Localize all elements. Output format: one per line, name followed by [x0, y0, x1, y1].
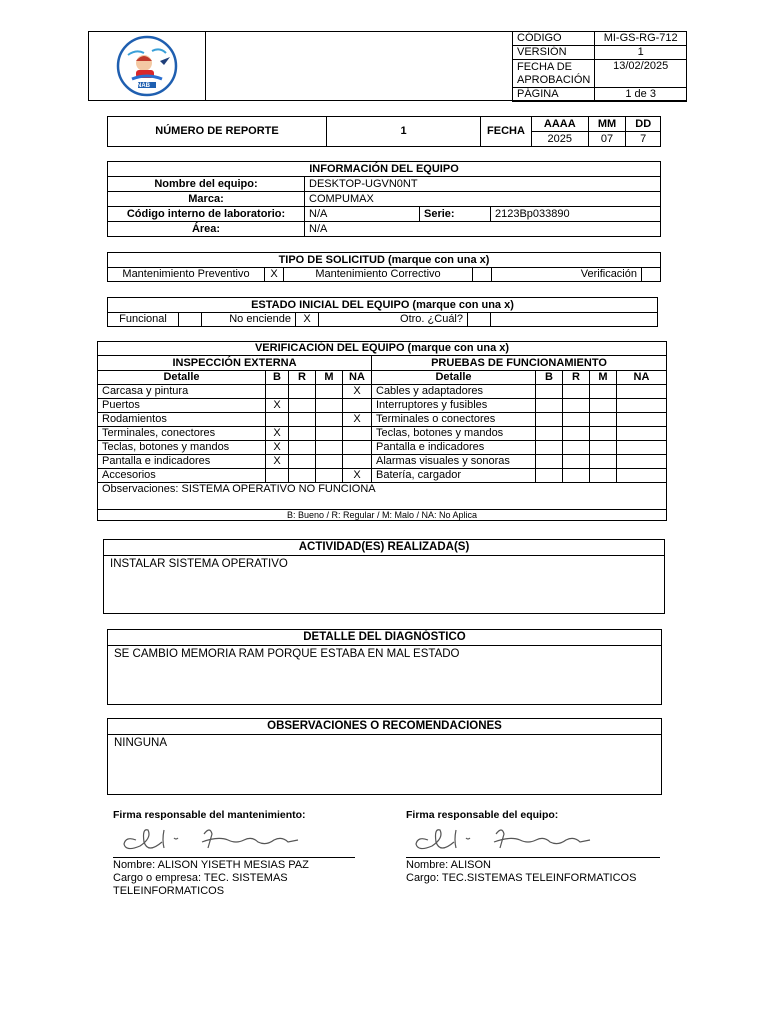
col-m-left: M — [316, 371, 343, 385]
lab-code-value: N/A — [305, 207, 420, 222]
preventive-checkbox[interactable]: X — [265, 268, 284, 282]
other-label: Otro. ¿Cuál? — [319, 313, 468, 327]
col-m-right: M — [590, 371, 617, 385]
version-value: 1 — [595, 46, 687, 60]
equipment-name: Nombre: ALISON — [406, 859, 491, 871]
verification-table — [97, 341, 667, 521]
verification-detail-right: Alarmas visuales y sonoras — [372, 455, 536, 469]
verification-na-left[interactable] — [343, 399, 372, 413]
verification-b-right[interactable] — [536, 469, 563, 483]
verification-m-left[interactable] — [316, 441, 343, 455]
verification-r-left[interactable] — [289, 441, 316, 455]
verification-na-right[interactable] — [617, 427, 667, 441]
verification-detail-left: Rodamientos — [98, 413, 266, 427]
verification-m-right[interactable] — [590, 469, 617, 483]
verification-b-left[interactable]: X — [266, 441, 289, 455]
verification-r-left[interactable] — [289, 385, 316, 399]
verification-r-right[interactable] — [563, 455, 590, 469]
verification-checkbox[interactable] — [642, 268, 661, 282]
code-value: MI-GS-RG-712 — [595, 32, 687, 46]
verification-b-right[interactable] — [536, 427, 563, 441]
diagnosis-section — [107, 629, 662, 705]
verification-na-right[interactable] — [617, 399, 667, 413]
initial-state-table — [107, 297, 658, 327]
verification-detail-left: Carcasa y pintura — [98, 385, 266, 399]
observations: Observaciones: SISTEMA OPERATIVO NO FUNCIONA — [98, 483, 667, 510]
day-label: DD — [626, 117, 661, 132]
page-label: PÁGINA — [513, 88, 595, 102]
approval-label: FECHA DE APROBACIÓN — [513, 60, 595, 88]
verification-r-left[interactable] — [289, 427, 316, 441]
verification-na-left[interactable]: X — [343, 413, 372, 427]
verification-label: Verificación — [492, 268, 642, 282]
verification-b-left[interactable]: X — [266, 399, 289, 413]
functional-checkbox[interactable] — [179, 313, 202, 327]
year-value: 2025 — [532, 132, 589, 147]
col-na-left: NA — [343, 371, 372, 385]
verification-rows — [98, 385, 667, 483]
serial-value: 2123Bp033890 — [491, 207, 661, 222]
maintenance-role: Cargo o empresa: TEC. SISTEMAS TELEINFORMATICOS — [113, 872, 288, 897]
verification-b-right[interactable] — [536, 441, 563, 455]
verification-detail-right: Interruptores y fusibles — [372, 399, 536, 413]
other-checkbox[interactable] — [468, 313, 491, 327]
diagnosis-text[interactable]: SE CAMBIO MEMORIA RAM PORQUE ESTABA EN MAL ESTADO — [114, 648, 460, 660]
verification-r-left[interactable] — [289, 455, 316, 469]
verification-detail-right: Terminales o conectores — [372, 413, 536, 427]
not-on-checkbox[interactable]: X — [296, 313, 319, 327]
col-r-left: R — [289, 371, 316, 385]
external-inspection-title: INSPECCIÓN EXTERNA — [98, 356, 372, 371]
verification-row — [98, 413, 667, 427]
brand-value: COMPUMAX — [305, 192, 661, 207]
report-number-value: 1 — [327, 117, 481, 147]
verification-row — [98, 427, 667, 441]
verification-r-right[interactable] — [563, 399, 590, 413]
verification-b-right[interactable] — [536, 455, 563, 469]
other-value[interactable] — [491, 313, 658, 327]
verification-m-left[interactable] — [316, 427, 343, 441]
maintenance-signature-line — [113, 857, 355, 858]
col-r-right: R — [563, 371, 590, 385]
approval-value: 13/02/2025 — [595, 60, 687, 88]
logo-cell — [89, 32, 206, 100]
activities-title: ACTIVIDAD(ES) REALIZADA(S) — [104, 540, 664, 556]
equipment-signature-line — [406, 857, 660, 858]
document-control-table — [512, 31, 687, 102]
verification-m-left[interactable] — [316, 385, 343, 399]
verification-m-right[interactable] — [590, 455, 617, 469]
verification-detail-right: Pantalla e indicadores — [372, 441, 536, 455]
equipment-title: INFORMACIÓN DEL EQUIPO — [108, 162, 661, 177]
verification-r-left[interactable] — [289, 469, 316, 483]
report-number-label: NÚMERO DE REPORTE — [108, 117, 327, 147]
preventive-label: Mantenimiento Preventivo — [108, 268, 265, 282]
verification-detail-right: Teclas, botones y mandos — [372, 427, 536, 441]
verification-detail-left: Teclas, botones y mandos — [98, 441, 266, 455]
verification-r-right[interactable] — [563, 427, 590, 441]
corrective-checkbox[interactable] — [473, 268, 492, 282]
date-label: FECHA — [481, 117, 532, 147]
maintenance-signature-label: Firma responsable del mantenimiento: — [113, 809, 306, 821]
verification-row — [98, 385, 667, 399]
area-value: N/A — [305, 222, 661, 237]
verification-r-left[interactable] — [289, 399, 316, 413]
verification-detail-left: Puertos — [98, 399, 266, 413]
detail-header-right: Detalle — [372, 371, 536, 385]
verification-b-right[interactable] — [536, 413, 563, 427]
activities-section — [103, 539, 665, 614]
functional-label: Funcional — [108, 313, 179, 327]
equipment-signature-label: Firma responsable del equipo: — [406, 809, 559, 821]
verification-r-right[interactable] — [563, 441, 590, 455]
day-value: 7 — [626, 132, 661, 147]
verification-m-right[interactable] — [590, 441, 617, 455]
report-number-table — [107, 116, 661, 147]
col-b-right: B — [536, 371, 563, 385]
year-label: AAAA — [532, 117, 589, 132]
brand-label: Marca: — [108, 192, 305, 207]
verification-na-left[interactable] — [343, 455, 372, 469]
verification-detail-right: Cables y adaptadores — [372, 385, 536, 399]
verification-na-left[interactable]: X — [343, 385, 372, 399]
recommendations-section — [107, 718, 662, 795]
equipment-name-label: Nombre del equipo: — [108, 177, 305, 192]
verification-na-right[interactable] — [617, 455, 667, 469]
equipment-signature-icon — [410, 820, 600, 856]
col-na-right: NA — [617, 371, 667, 385]
verification-b-left[interactable]: X — [266, 427, 289, 441]
verification-title: VERIFICACIÓN DEL EQUIPO (marque con una x) — [98, 342, 667, 356]
initial-state-title: ESTADO INICIAL DEL EQUIPO (marque con una x) — [108, 298, 658, 313]
verification-detail-left: Pantalla e indicadores — [98, 455, 266, 469]
verification-row — [98, 441, 667, 455]
recommendations-title: OBSERVACIONES O RECOMENDACIONES — [108, 719, 661, 735]
activities-text[interactable]: INSTALAR SISTEMA OPERATIVO — [110, 558, 288, 570]
maintenance-signature-icon — [118, 820, 308, 856]
month-label: MM — [588, 117, 626, 132]
verification-row — [98, 455, 667, 469]
verification-b-left[interactable] — [266, 385, 289, 399]
verification-m-left[interactable] — [316, 399, 343, 413]
verification-r-right[interactable] — [563, 385, 590, 399]
functional-tests-title: PRUEBAS DE FUNCIONAMIENTO — [372, 356, 667, 371]
diagnosis-title: DETALLE DEL DIAGNÓSTICO — [108, 630, 661, 646]
lab-code-label: Código interno de laboratorio: — [108, 207, 305, 222]
equipment-info-table — [107, 161, 661, 237]
maintenance-name: Nombre: ALISON YISETH MESIAS PAZ — [113, 859, 309, 871]
verification-m-right[interactable] — [590, 385, 617, 399]
logo-text: NAB — [137, 83, 150, 89]
serial-label: Serie: — [420, 207, 491, 222]
detail-header-left: Detalle — [98, 371, 266, 385]
verification-m-left[interactable] — [316, 413, 343, 427]
verification-m-left[interactable] — [316, 455, 343, 469]
verification-row — [98, 469, 667, 483]
request-title: TIPO DE SOLICITUD (marque con una x) — [108, 253, 661, 268]
verification-b-right[interactable] — [536, 385, 563, 399]
col-b-left: B — [266, 371, 289, 385]
corrective-label: Mantenimiento Correctivo — [284, 268, 473, 282]
verification-r-left[interactable] — [289, 413, 316, 427]
verification-m-right[interactable] — [590, 413, 617, 427]
verification-b-left[interactable] — [266, 413, 289, 427]
verification-na-right[interactable] — [617, 469, 667, 483]
code-label: CÓDIGO — [513, 32, 595, 46]
verification-detail-right: Batería, cargador — [372, 469, 536, 483]
month-value: 07 — [588, 132, 626, 147]
verification-m-right[interactable] — [590, 399, 617, 413]
verification-detail-left: Accesorios — [98, 469, 266, 483]
not-on-label: No enciende — [202, 313, 296, 327]
verification-r-right[interactable] — [563, 413, 590, 427]
verification-na-left[interactable]: X — [343, 469, 372, 483]
verification-na-right[interactable] — [617, 441, 667, 455]
verification-na-right[interactable] — [617, 413, 667, 427]
legend: B: Bueno / R: Regular / M: Malo / NA: No Aplica — [98, 510, 667, 521]
verification-m-right[interactable] — [590, 427, 617, 441]
verification-b-left[interactable] — [266, 469, 289, 483]
equipment-name-value: DESKTOP-UGVN0NT — [305, 177, 661, 192]
verification-na-right[interactable] — [617, 385, 667, 399]
verification-na-left[interactable] — [343, 441, 372, 455]
verification-row — [98, 399, 667, 413]
verification-b-right[interactable] — [536, 399, 563, 413]
recommendations-text[interactable]: NINGUNA — [114, 737, 168, 749]
verification-detail-left: Terminales, conectores — [98, 427, 266, 441]
verification-b-left[interactable]: X — [266, 455, 289, 469]
area-label: Área: — [108, 222, 305, 237]
request-type-table — [107, 252, 661, 282]
equipment-role: Cargo: TEC.SISTEMAS TELEINFORMATICOS — [406, 872, 637, 884]
version-label: VERSIÓN — [513, 46, 595, 60]
verification-na-left[interactable] — [343, 427, 372, 441]
page-value: 1 de 3 — [595, 88, 687, 102]
verification-m-left[interactable] — [316, 469, 343, 483]
verification-r-right[interactable] — [563, 469, 590, 483]
